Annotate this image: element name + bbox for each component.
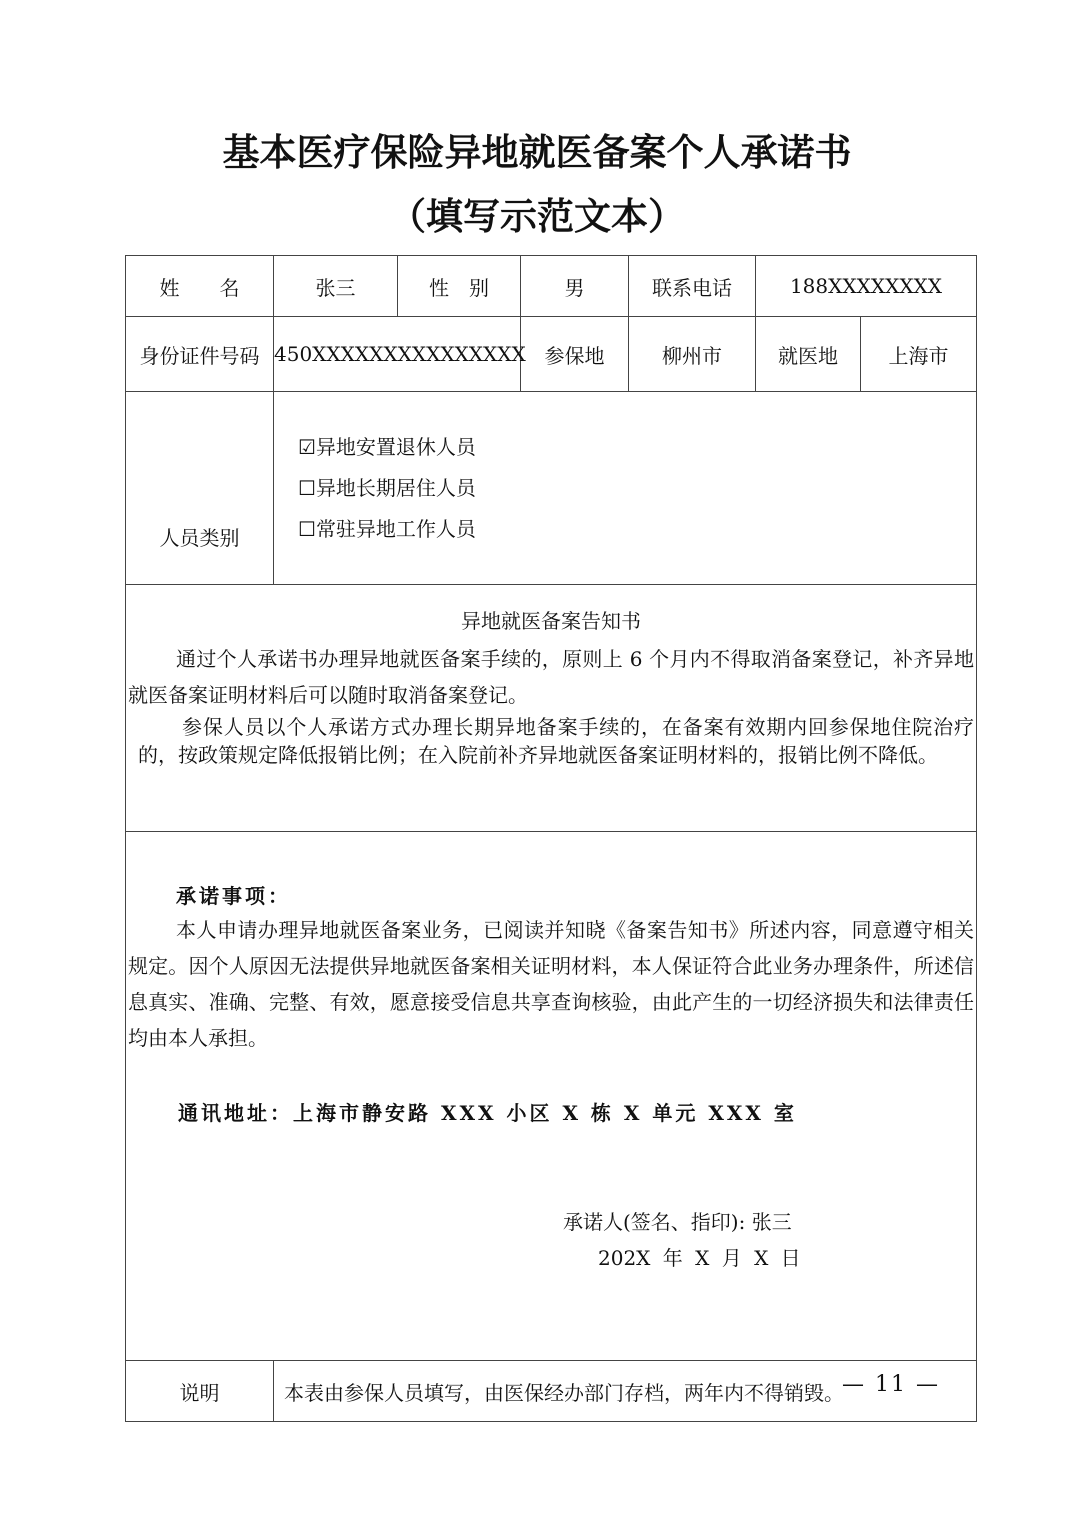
category-option-label: 异地长期居住人员	[315, 475, 476, 500]
commitment-form-table	[125, 255, 977, 1422]
note-text: 本表由参保人员填写，由医保经办部门存档，两年内不得销毁。	[274, 1361, 977, 1422]
notice-row	[126, 585, 977, 832]
notice-paragraph-2: 参保人员以个人承诺方式办理长期异地备案手续的，在备案有效期内回参保地住院治疗的，按政策规定降低报销比例；在入院前补齐异地就医备案证明材料的，报销比例不降低。	[138, 715, 974, 767]
id-location-row	[126, 317, 977, 392]
mailing-address: 通讯地址：上海市静安路 XXX 小区 X 栋 X 单元 XXX 室	[178, 1101, 797, 1125]
notice-title: 异地就医备案告知书	[461, 609, 641, 633]
page-number: — 11 —	[842, 1372, 940, 1397]
id-label: 身份证件号码	[126, 317, 274, 392]
promise-cell	[126, 832, 977, 1361]
name-label: 姓 名	[126, 256, 274, 317]
category-row	[126, 392, 977, 585]
category-option-retired[interactable]	[298, 427, 976, 468]
note-label: 说明	[126, 1361, 274, 1422]
name-value: 张三	[274, 256, 398, 317]
category-option-label: 常驻异地工作人员	[315, 516, 476, 541]
promise-body: 本人申请办理异地就医备案业务，已阅读并知晓《备案告知书》所述内容，同意遵守相关规定。因个人原因无法提供异地就医备案相关证明材料，本人保证符合此业务办理条件，所述信息真实、准确、完整、有效，愿意接受信息共享查询核验，由此产生的一切经济损失和法律责任均由本人承担。	[128, 918, 974, 1050]
insured-place-label: 参保地	[521, 317, 629, 392]
phone-value: 188XXXXXXXX	[756, 256, 977, 317]
signer-line: 承诺人(签名、指印): 张三	[563, 1210, 792, 1234]
date-line: 202X 年 X 月 X 日	[598, 1246, 801, 1270]
gender-label: 性 别	[398, 256, 521, 317]
document-subtitle: （填写示范文本）	[389, 194, 685, 238]
document-title: 基本医疗保险异地就医备案个人承诺书	[222, 130, 852, 174]
unchecked-box-icon[interactable]: ☐	[298, 516, 316, 541]
category-option-resident-worker[interactable]	[298, 509, 976, 550]
promise-row	[126, 832, 977, 1361]
category-options	[274, 392, 977, 585]
promise-heading: 承诺事项：	[176, 884, 291, 908]
medical-place-label: 就医地	[756, 317, 861, 392]
category-option-long-term-resident[interactable]	[298, 468, 976, 509]
category-option-label: 异地安置退休人员	[315, 434, 476, 459]
basic-info-row	[126, 256, 977, 317]
id-value: 450XXXXXXXXXXXXXXX	[274, 317, 521, 392]
notice-cell	[126, 585, 977, 832]
unchecked-box-icon[interactable]: ☐	[298, 475, 316, 500]
gender-value: 男	[521, 256, 629, 317]
medical-place-value: 上海市	[861, 317, 977, 392]
category-label: 人员类别	[126, 392, 274, 585]
insured-place-value: 柳州市	[629, 317, 756, 392]
notice-paragraph-1: 通过个人承诺书办理异地就医备案手续的，原则上 6 个月内不得取消备案登记，补齐异地就医备案证明材料后可以随时取消备案登记。	[128, 647, 974, 707]
checked-box-icon[interactable]: ☑	[298, 434, 316, 459]
phone-label: 联系电话	[629, 256, 756, 317]
